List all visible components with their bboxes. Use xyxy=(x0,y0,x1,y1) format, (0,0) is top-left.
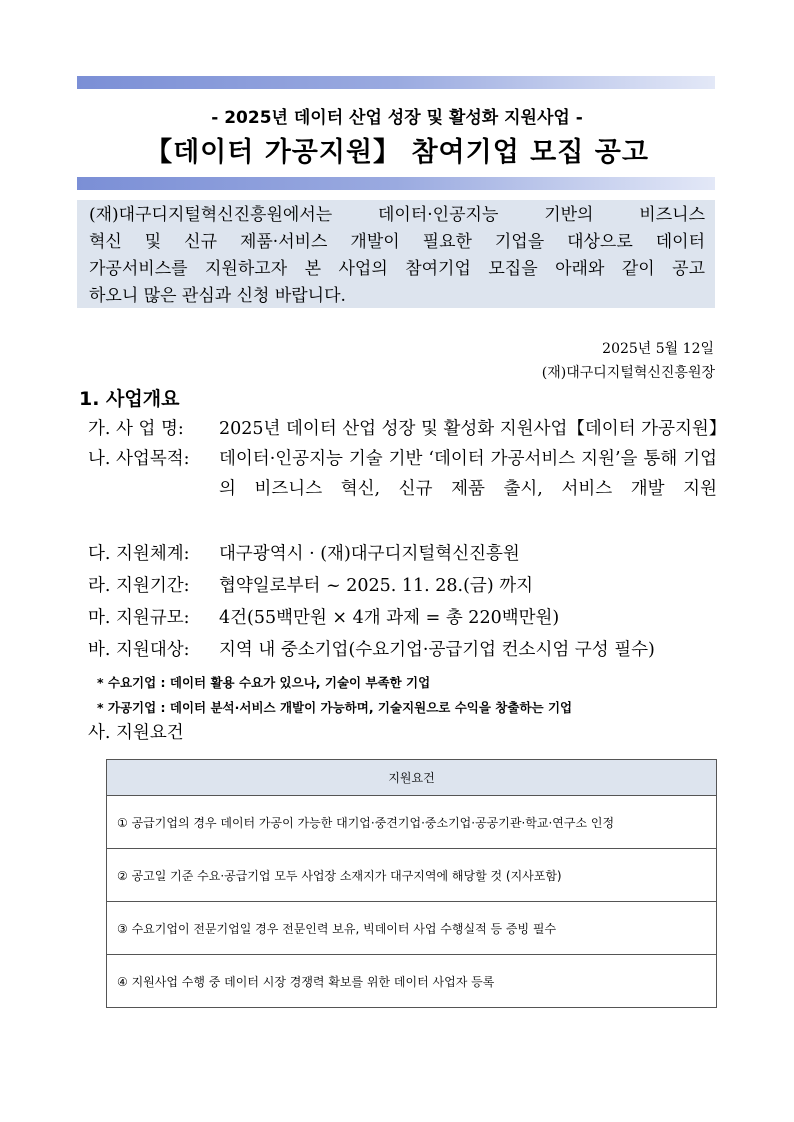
item-value: 지역 내 중소기업(수요기업·공급기업 컨소시엄 구성 필수) xyxy=(219,640,655,660)
item-label: 나. 사업목적: xyxy=(88,449,190,469)
overview-item-system xyxy=(88,539,718,569)
item-label: 사. 지원요건 xyxy=(88,723,184,743)
announcement-date: 2025년 5월 12일 xyxy=(602,341,714,357)
requirement-cell: ④ 지원사업 수행 중 데이터 시장 경쟁력 확보를 위한 데이터 사업자 등록 xyxy=(107,955,717,1008)
announcement-issuer: (재)대구디지털혁신진흥원장 xyxy=(541,365,715,381)
note-supply-company: * 가공기업 : 데이터 분석·서비스 개발이 가능하며, 기술지원으로 수익을 창출하는 기업 xyxy=(97,700,573,715)
item-value: 대구광역시 · (재)대구디지털혁신진흥원 xyxy=(219,544,520,564)
intro-line: 혁신 및 신규 제품·서비스 개발이 필요한 기업을 대상으로 데이터 xyxy=(89,232,705,252)
intro-line: 가공서비스를 지원하고자 본 사업의 참여기업 모집을 아래와 같이 공고 xyxy=(89,259,705,279)
table-row xyxy=(107,902,717,955)
section-title: 1. 사업개요 xyxy=(79,388,180,410)
item-value: 데이터·인공지능 기술 기반 ‘데이터 가공서비스 지원’을 통해 기업의 비즈니스 혁신, 신규 제품 출시, 서비스 개발 지원 xyxy=(219,449,717,499)
item-value: 2025년 데이터 산업 성장 및 활성화 지원사업【데이터 가공지원】 xyxy=(219,419,727,439)
intro-box xyxy=(77,200,715,308)
intro-line: (재)대구디지털혁신진흥원에서는 데이터·인공지능 기반의 비즈니스 xyxy=(89,205,705,225)
header-bottom-bar xyxy=(77,177,715,190)
overview-item-purpose xyxy=(88,444,718,534)
item-value: 4건(55백만원 × 4개 과제 = 총 220백만원) xyxy=(219,608,560,628)
requirement-cell: ③ 수요기업이 전문기업일 경우 전문인력 보유, 빅데이터 사업 수행실적 등 증빙 필수 xyxy=(107,902,717,955)
page-title: 【데이터 가공지원】 참여기업 모집 공고 xyxy=(145,137,649,168)
overview-item-target xyxy=(88,635,718,665)
requirements-table-header: 지원요건 xyxy=(107,760,717,796)
page-subtitle: - 2025년 데이터 산업 성장 및 활성화 지원사업 - xyxy=(211,108,583,128)
item-value: 협약일로부터 ~ 2025. 11. 28.(금) 까지 xyxy=(219,576,534,596)
requirement-cell: ① 공급기업의 경우 데이터 가공이 가능한 대기업·중견기업·중소기업·공공기관·학교·연구소 인정 xyxy=(107,796,717,849)
item-label: 라. 지원기간: xyxy=(88,576,190,596)
note-demand-company: * 수요기업 : 데이터 활용 수요가 있으나, 기술이 부족한 기업 xyxy=(97,675,431,690)
overview-item-scale xyxy=(88,603,718,633)
overview-item-project-name xyxy=(88,414,727,444)
item-label: 다. 지원체계: xyxy=(88,544,190,564)
table-row xyxy=(107,849,717,902)
requirement-cell: ② 공고일 기준 수요·공급기업 모두 사업장 소재지가 대구지역에 해당할 것 (지사포함) xyxy=(107,849,717,902)
table-row xyxy=(107,796,717,849)
intro-line: 하오니 많은 관심과 신청 바랍니다. xyxy=(89,286,346,306)
overview-item-period xyxy=(88,571,718,601)
overview-item-requirements xyxy=(88,718,718,748)
item-label: 마. 지원규모: xyxy=(88,608,190,628)
item-label: 가. 사 업 명: xyxy=(88,419,184,439)
table-row xyxy=(107,955,717,1008)
requirements-table xyxy=(106,759,717,1008)
item-label: 바. 지원대상: xyxy=(88,640,190,660)
header-top-bar xyxy=(77,76,715,89)
